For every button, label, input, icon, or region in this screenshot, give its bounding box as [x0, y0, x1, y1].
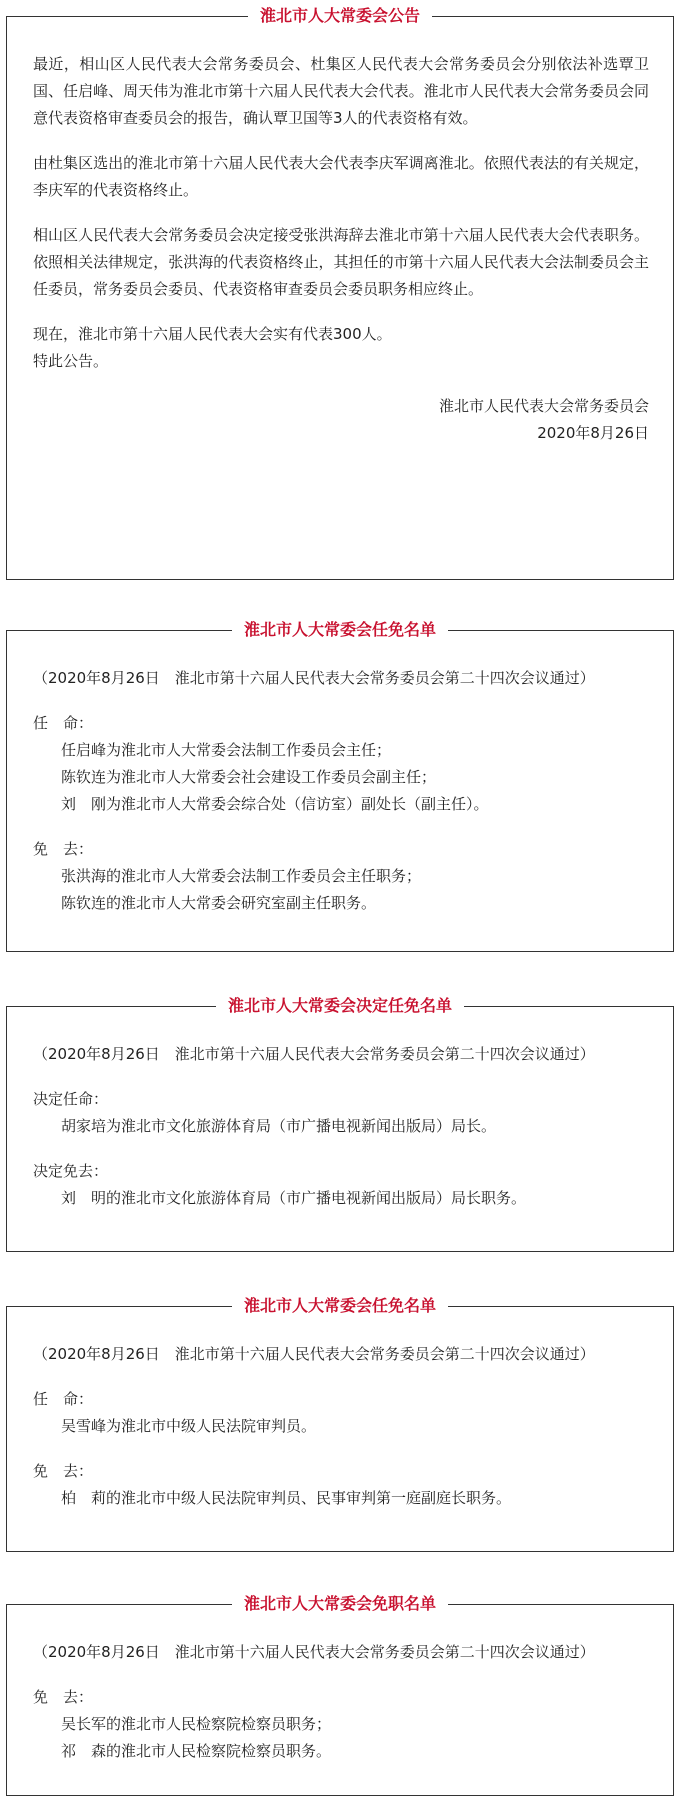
list1-remove-label: 免 去：	[33, 840, 94, 858]
announcement-body	[7, 17, 673, 465]
appointment-list-box-3	[6, 1296, 674, 1552]
announcement-closing: 特此公告。	[33, 352, 109, 370]
list3-title: 淮北市人大常委会任免名单	[232, 1294, 448, 1318]
list-item: 张洪海的淮北市人大常委会法制工作委员会主任职务；	[61, 867, 422, 885]
announcement-paragraph: 最近，相山区人民代表大会常务委员会、杜集区人民代表大会常务委员会分别依法补选覃卫国、任启峰、周天伟为淮北市第十六届人民代表大会代表。淮北市人民代表大会常务委员会同意代表资格审查委员会的报告，确认覃卫国等3人的代表资格有效。	[33, 55, 649, 127]
list4-remove-group	[33, 1684, 649, 1765]
appointment-list-box-1	[6, 620, 674, 952]
list-item: 刘 刚为淮北市人大常委会综合处（信访室）副处长（副主任）。	[61, 795, 489, 813]
list1-title: 淮北市人大常委会任免名单	[232, 618, 448, 642]
list-item: 任启峰为淮北市人大常委会法制工作委员会主任；	[61, 741, 392, 759]
list4-meeting-note: （2020年8月26日 淮北市第十六届人民代表大会常务委员会第二十四次会议通过）	[33, 1643, 595, 1661]
list3-remove-group	[33, 1458, 649, 1512]
list-item: 吴雪峰为淮北市中级人民法院审判员。	[61, 1417, 317, 1435]
announcement-line-count: 现在，淮北市第十六届人民代表大会实有代表300人。	[33, 325, 392, 343]
list3-meeting-note: （2020年8月26日 淮北市第十六届人民代表大会常务委员会第二十四次会议通过）	[33, 1345, 595, 1363]
appointment-list-box-2	[6, 996, 674, 1252]
list3-appoint-label: 任 命：	[33, 1390, 94, 1408]
list4-remove-label: 免 去：	[33, 1688, 94, 1706]
list1-remove-group	[33, 836, 649, 917]
announcement-title: 淮北市人大常委会公告	[248, 4, 432, 28]
list2-appoint-label: 决定任命：	[33, 1090, 109, 1108]
list-item: 祁 森的淮北市人民检察院检察员职务。	[61, 1742, 332, 1760]
announcement-paragraph: 由杜集区选出的淮北市第十六届人民代表大会代表李庆军调离淮北。依照代表法的有关规定，李庆军的代表资格终止。	[33, 154, 649, 199]
list2-remove-label: 决定免去：	[33, 1162, 109, 1180]
list1-appoint-label: 任 命：	[33, 714, 94, 732]
list3-appoint-group	[33, 1386, 649, 1440]
list1-meeting-note: （2020年8月26日 淮北市第十六届人民代表大会常务委员会第二十四次会议通过）	[33, 669, 595, 687]
list3-remove-label: 免 去：	[33, 1462, 94, 1480]
list-item: 陈钦连的淮北市人大常委会研究室副主任职务。	[61, 894, 377, 912]
list-item: 吴长军的淮北市人民检察院检察员职务；	[61, 1715, 332, 1733]
list4-title: 淮北市人大常委会免职名单	[232, 1592, 448, 1616]
announcement-date: 2020年8月26日	[537, 424, 649, 442]
list1-appoint-group	[33, 710, 649, 818]
list-item: 胡家培为淮北市文化旅游体育局（市广播电视新闻出版局）局长。	[61, 1117, 497, 1135]
list2-appoint-group	[33, 1086, 649, 1140]
removal-list-box	[6, 1594, 674, 1796]
list-item: 陈钦连为淮北市人大常委会社会建设工作委员会副主任；	[61, 768, 437, 786]
announcement-box	[6, 6, 674, 580]
announcement-paragraph: 相山区人民代表大会常务委员会决定接受张洪海辞去淮北市第十六届人民代表大会代表职务。依照相关法律规定，张洪海的代表资格终止，其担任的市第十六届人民代表大会法制委员会主任委员，常务委员会委员、代表资格审查委员会委员职务相应终止。	[33, 226, 649, 298]
list-item: 刘 明的淮北市文化旅游体育局（市广播电视新闻出版局）局长职务。	[61, 1189, 527, 1207]
announcement-signer: 淮北市人民代表大会常务委员会	[438, 397, 649, 415]
list2-remove-group	[33, 1158, 649, 1212]
list2-meeting-note: （2020年8月26日 淮北市第十六届人民代表大会常务委员会第二十四次会议通过）	[33, 1045, 595, 1063]
list2-title: 淮北市人大常委会决定任免名单	[216, 994, 464, 1018]
list-item: 柏 莉的淮北市中级人民法院审判员、民事审判第一庭副庭长职务。	[61, 1489, 512, 1507]
